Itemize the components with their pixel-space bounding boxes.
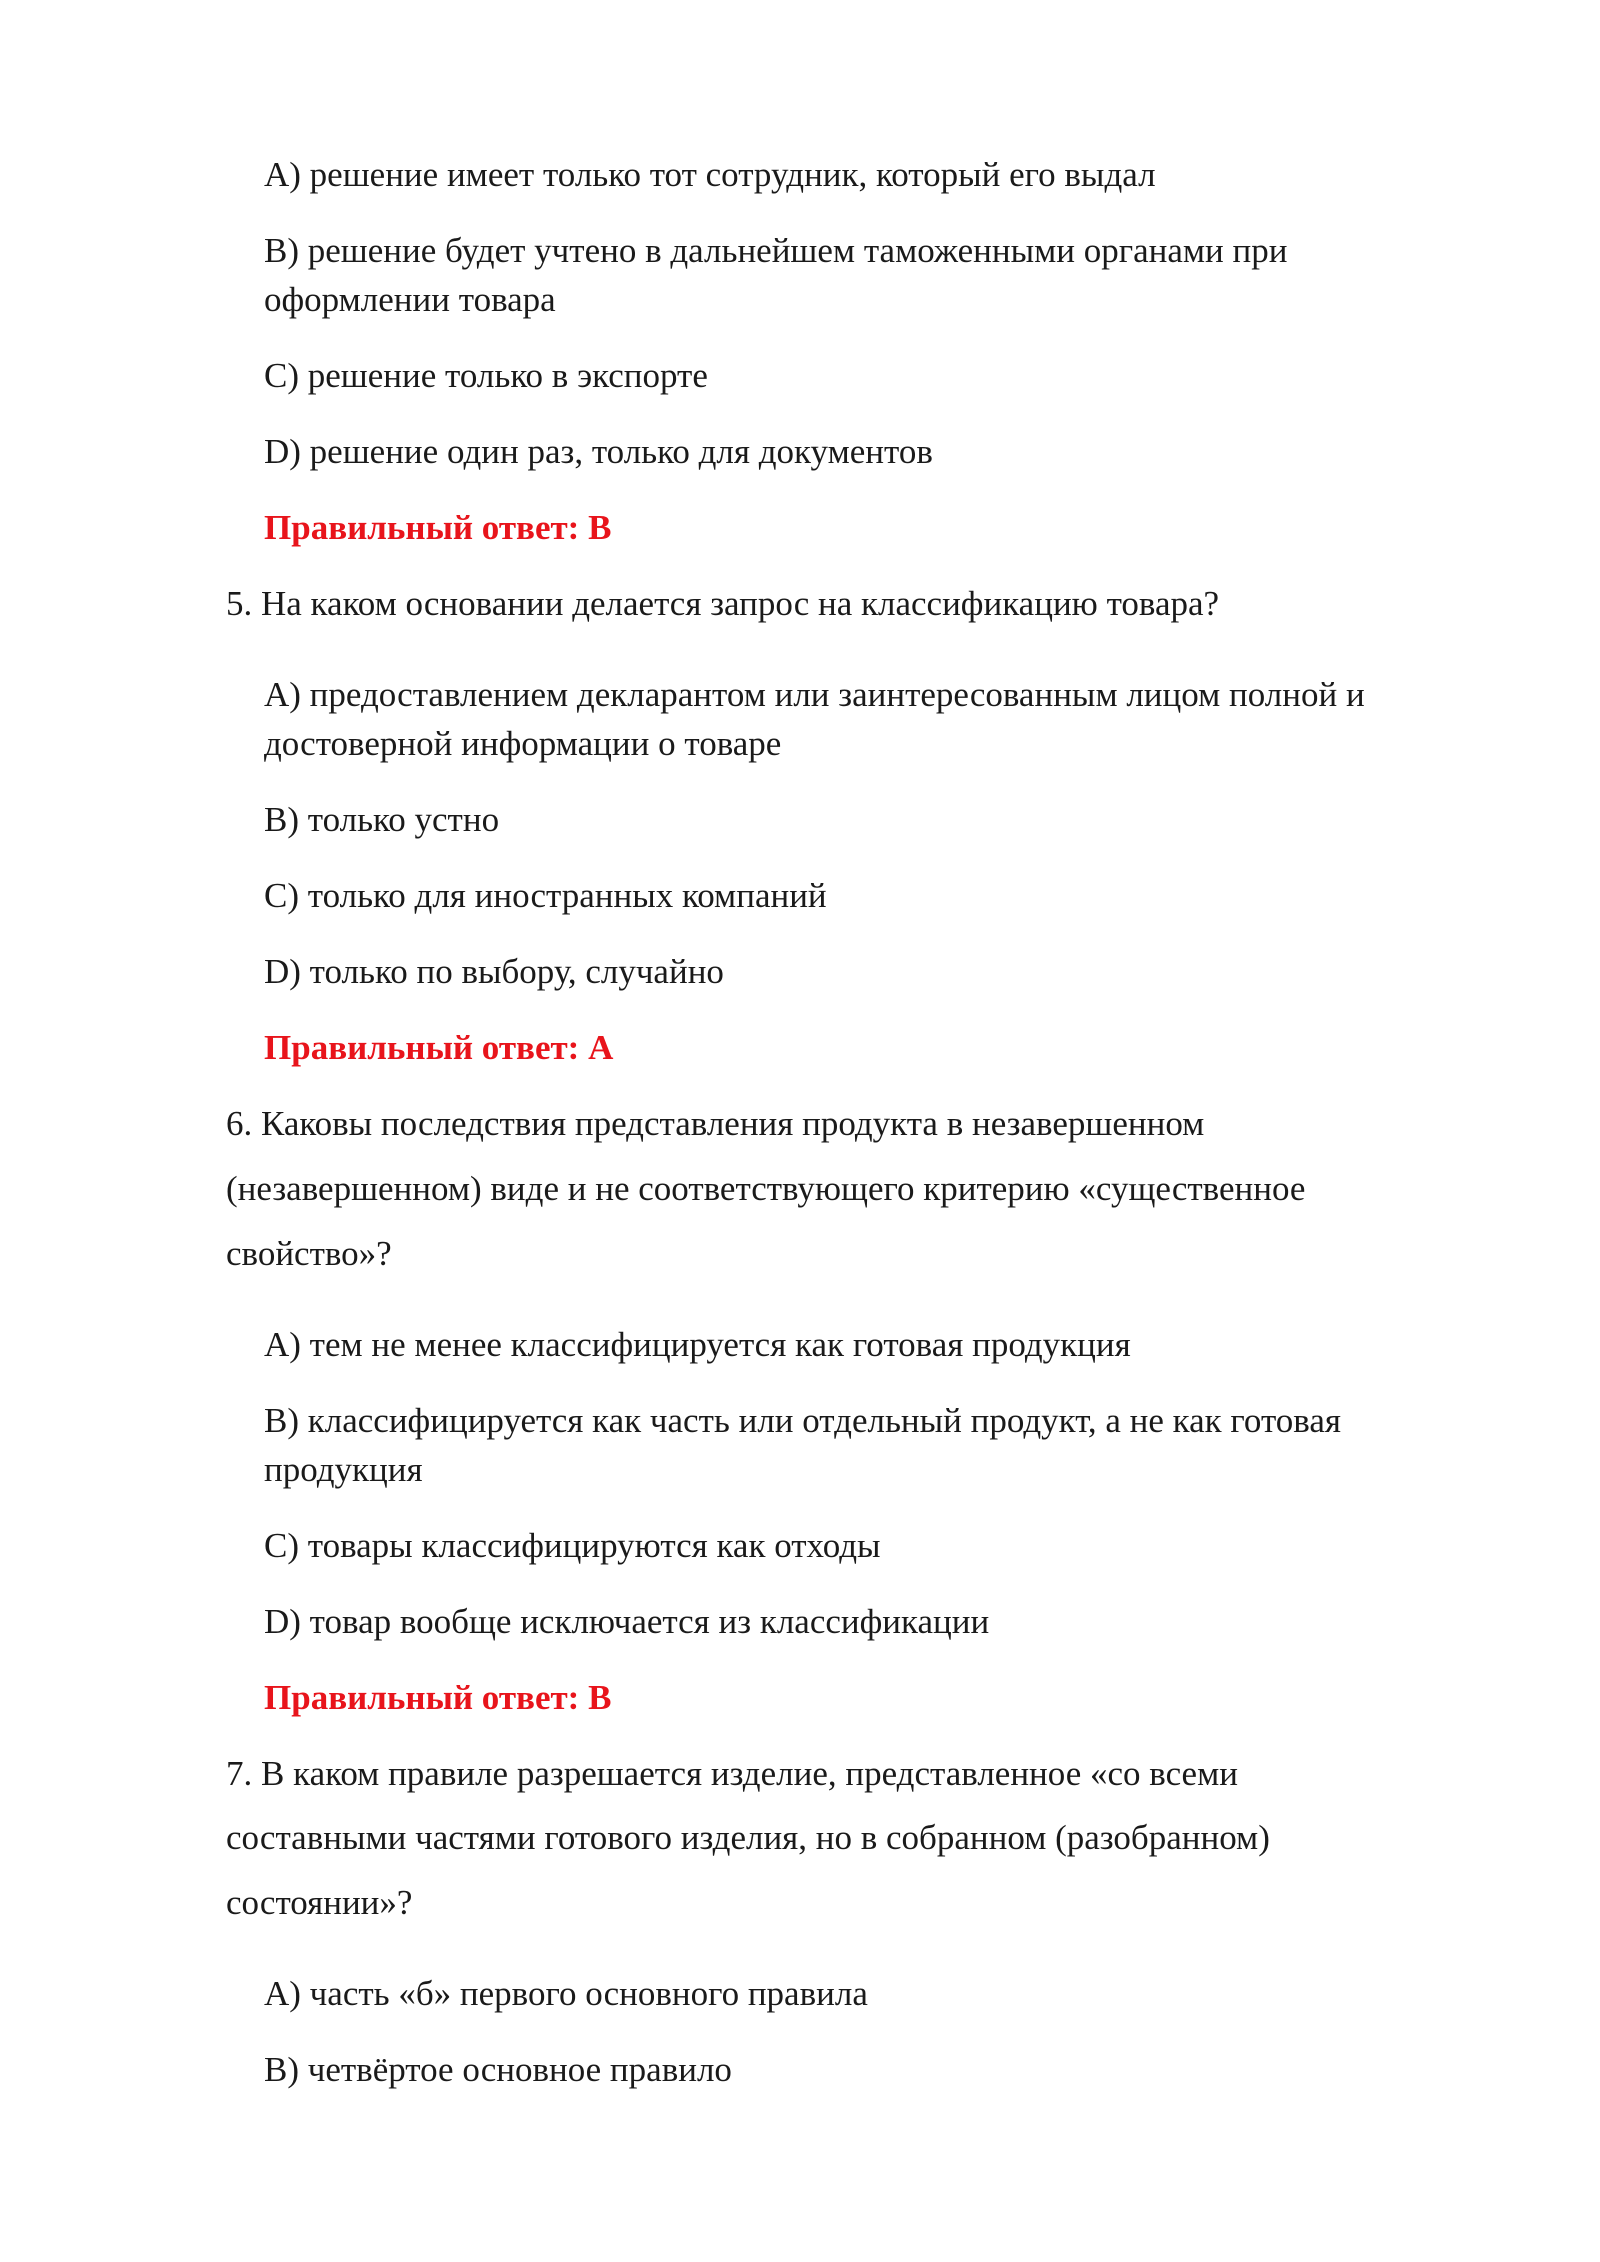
q5-option-b: B) только устно	[264, 800, 500, 839]
q4-option-d: D) решение один раз, только для документов	[264, 432, 933, 471]
q6-correct-answer: Правильный ответ: B	[264, 1678, 612, 1717]
q7-option-a: A) часть «б» первого основного правила	[264, 1974, 868, 2013]
q6-question-line1: 6. Каковы последствия представления продукта в незавершенном	[226, 1104, 1205, 1143]
q5-question: 5. На каком основании делается запрос на классификацию товара?	[226, 584, 1220, 623]
q6-option-d: D) товар вообще исключается из классификации	[264, 1602, 990, 1641]
q7-option-b: B) четвёртое основное правило	[264, 2050, 732, 2089]
q5-option-a-line1: A) предоставлением декларантом или заинтересованным лицом полной и	[264, 675, 1365, 714]
q7-question-line3: состоянии»?	[226, 1883, 413, 1922]
q7-question-line1: 7. В каком правиле разрешается изделие, представленное «со всеми	[226, 1754, 1238, 1793]
q4-option-b-line2: оформлении товара	[264, 280, 556, 319]
q7-question-line2: составными частями готового изделия, но в собранном (разобранном)	[226, 1818, 1270, 1857]
q6-option-c: C) товары классифицируются как отходы	[264, 1526, 881, 1565]
q6-question-line3: свойство»?	[226, 1234, 392, 1273]
q6-option-b-line1: B) классифицируется как часть или отдельный продукт, а не как готовая	[264, 1401, 1341, 1440]
q5-option-d: D) только по выбору, случайно	[264, 952, 724, 991]
q6-question-line2: (незавершенном) виде и не соответствующего критерию «существенное	[226, 1169, 1306, 1208]
q5-option-a-line2: достоверной информации о товаре	[264, 724, 782, 763]
q4-option-c: C) решение только в экспорте	[264, 356, 708, 395]
q4-correct-answer: Правильный ответ: B	[264, 508, 612, 547]
q4-option-a: A) решение имеет только тот сотрудник, который его выдал	[264, 155, 1156, 194]
q6-option-b-line2: продукция	[264, 1450, 423, 1489]
q6-option-a: A) тем не менее классифицируется как готовая продукция	[264, 1325, 1131, 1364]
q5-correct-answer: Правильный ответ: A	[264, 1028, 614, 1067]
q5-option-c: C) только для иностранных компаний	[264, 876, 827, 915]
q4-option-b-line1: B) решение будет учтено в дальнейшем таможенными органами при	[264, 231, 1288, 270]
